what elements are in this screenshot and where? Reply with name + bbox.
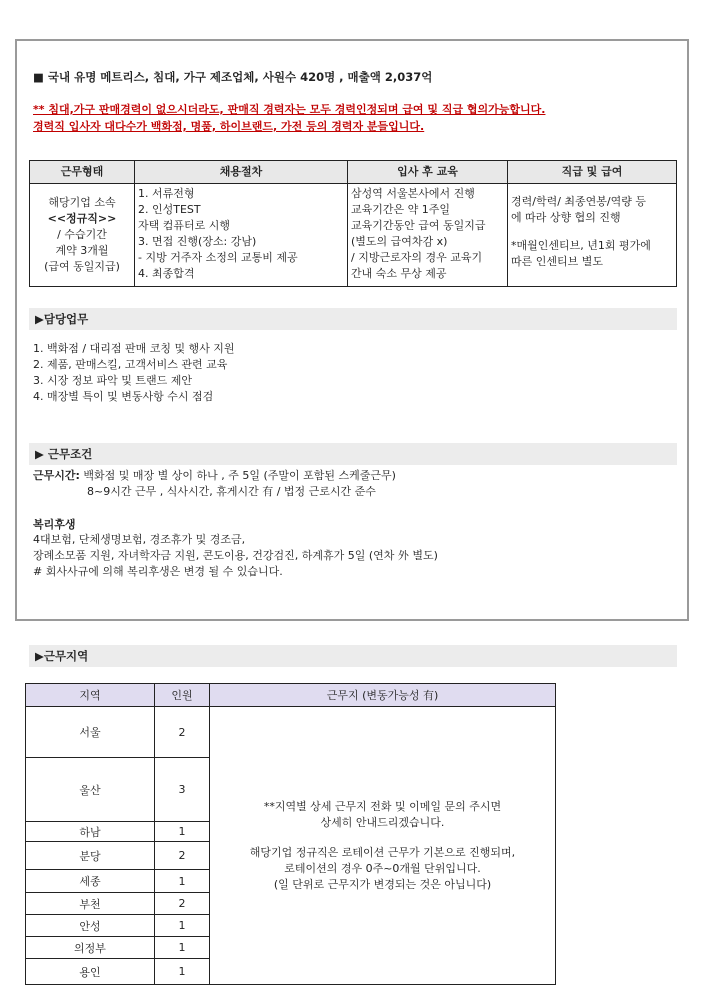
salary-line: 에 따라 상향 협의 진행 <box>511 211 621 224</box>
region-section-bar <box>29 645 677 667</box>
duties-section-bar <box>29 308 677 330</box>
employment-type: <<정규직>> <box>47 212 117 225</box>
region-count: 1 <box>155 822 210 842</box>
process-step: 3. 면접 진행(장소: 강남) <box>138 235 257 248</box>
region-name: 분당 <box>26 842 155 870</box>
header-process: 채용절차 <box>135 161 348 184</box>
process-step: 자택 컴퓨터로 시행 <box>138 219 231 232</box>
region-name: 안성 <box>26 915 155 937</box>
employment-line: 해당기업 소속 <box>48 196 116 209</box>
hours-label: 근무시간: <box>33 469 80 482</box>
note-spacer <box>211 831 554 845</box>
header-salary: 직급 및 급여 <box>508 161 677 184</box>
region-name: 서울 <box>26 707 155 758</box>
salary-line: 따른 인센티브 별도 <box>511 255 604 268</box>
hours-line-1: 백화점 및 매장 별 상이 하나 , 주 5일 (주말이 포함된 스케줄근무) <box>79 469 396 482</box>
note-line: 로테이션의 경우 0주~0개월 단위입니다. <box>284 861 481 875</box>
process-step: 4. 최종합격 <box>138 267 195 280</box>
region-note <box>210 707 556 985</box>
recruit-info-table <box>29 160 677 287</box>
region-name: 세종 <box>26 870 155 893</box>
work-hours <box>33 468 396 484</box>
duties-title: ▶담당업무 <box>35 312 89 326</box>
region-count: 2 <box>155 707 210 758</box>
welfare-item: # 회사사규에 의해 복리후생은 변경 될 수 있습니다. <box>33 565 283 578</box>
region-table <box>25 683 556 985</box>
duty-item: 1. 백화점 / 대리점 판매 코칭 및 행사 지원 <box>33 342 235 355</box>
region-count: 1 <box>155 870 210 893</box>
employment-line: / 수습기간 <box>57 228 107 241</box>
header-education: 입사 후 교육 <box>348 161 508 184</box>
region-name: 부천 <box>26 893 155 915</box>
education-line: 간내 숙소 무상 제공 <box>351 267 447 280</box>
company-intro: ■ 국내 유명 메트리스, 침대, 가구 제조업체, 사원수 420명 , 매출액 2,037억 <box>33 70 433 84</box>
note-line: **지역별 상세 근무지 전화 및 이메일 문의 주시면 <box>263 799 502 813</box>
region-count: 1 <box>155 959 210 985</box>
education-line: (별도의 급여차감 x) <box>351 235 448 248</box>
duty-item: 4. 매장별 특이 및 변동사항 수시 점검 <box>33 390 214 403</box>
duty-item: 2. 제품, 판매스킬, 고객서비스 관련 교육 <box>33 358 228 371</box>
duties-list <box>33 341 235 405</box>
conditions-section-bar <box>29 443 677 465</box>
hours-line-2: 8~9시간 근무 , 식사시간, 휴게시간 有 / 법정 근로시간 준수 <box>87 485 376 498</box>
employment-line: 계약 3개월 <box>55 244 109 257</box>
region-count: 1 <box>155 915 210 937</box>
education-cell <box>348 184 508 287</box>
region-count: 2 <box>155 893 210 915</box>
region-count: 3 <box>155 758 210 822</box>
process-step: 1. 서류전형 <box>138 187 195 200</box>
region-name: 하남 <box>26 822 155 842</box>
region-header-location: 근무지 (변동가능성 有) <box>210 684 556 707</box>
notice-line-1: ** 침대,가구 판매경력이 없으시더라도, 판매직 경력자는 모두 경력인정되며 급여 및 직급 협의가능합니다. <box>33 103 546 116</box>
header-employment: 근무형태 <box>30 161 135 184</box>
salary-line: 경력/학력/ 최종연봉/역량 등 <box>511 195 646 208</box>
conditions-title: ▶ 근무조건 <box>35 447 93 461</box>
salary-cell <box>508 184 677 287</box>
employment-cell <box>30 184 135 287</box>
region-header-count: 인원 <box>155 684 210 707</box>
welfare-list <box>33 532 438 580</box>
duty-item: 3. 시장 정보 파악 및 트랜드 제안 <box>33 374 192 387</box>
welfare-item: 장례소모품 지원, 자녀학자금 지원, 콘도이용, 건강검진, 하계휴가 5일 (연차 外 별도) <box>33 549 438 562</box>
education-line: / 지방근로자의 경우 교육기 <box>351 251 483 264</box>
education-line: 삼성역 서울본사에서 진행 <box>351 187 475 200</box>
region-name: 용인 <box>26 959 155 985</box>
region-title: ▶근무지역 <box>35 649 89 663</box>
region-count: 1 <box>155 937 210 959</box>
region-name: 울산 <box>26 758 155 822</box>
welfare-item: 4대보험, 단체생명보험, 경조휴가 및 경조금, <box>33 533 246 546</box>
process-step: - 지방 거주자 소정의 교통비 제공 <box>138 251 298 264</box>
note-line: 해당기업 정규직은 로테이션 근무가 기본으로 진행되며, <box>249 845 516 859</box>
process-cell <box>135 184 348 287</box>
notice-line-2: 경력직 입사자 대다수가 백화점, 명품, 하이브랜드, 가전 등의 경력자 분들입니다. <box>33 120 425 133</box>
region-count: 2 <box>155 842 210 870</box>
welfare-title: 복리후생 <box>33 518 76 531</box>
process-step: 2. 인성TEST <box>138 203 201 216</box>
note-line: 상세히 안내드리겠습니다. <box>320 815 445 829</box>
salary-spacer <box>511 226 673 238</box>
note-line: (일 단위로 근무지가 변경되는 것은 아닙니다) <box>273 877 492 891</box>
region-header-name: 지역 <box>26 684 155 707</box>
region-name: 의정부 <box>26 937 155 959</box>
salary-line: *매월인센티브, 년1회 평가에 <box>511 239 651 252</box>
education-line: 교육기간동안 급여 동일지급 <box>351 219 486 232</box>
employment-line: (급여 동일지급) <box>44 260 120 273</box>
education-line: 교육기간은 약 1주일 <box>351 203 450 216</box>
